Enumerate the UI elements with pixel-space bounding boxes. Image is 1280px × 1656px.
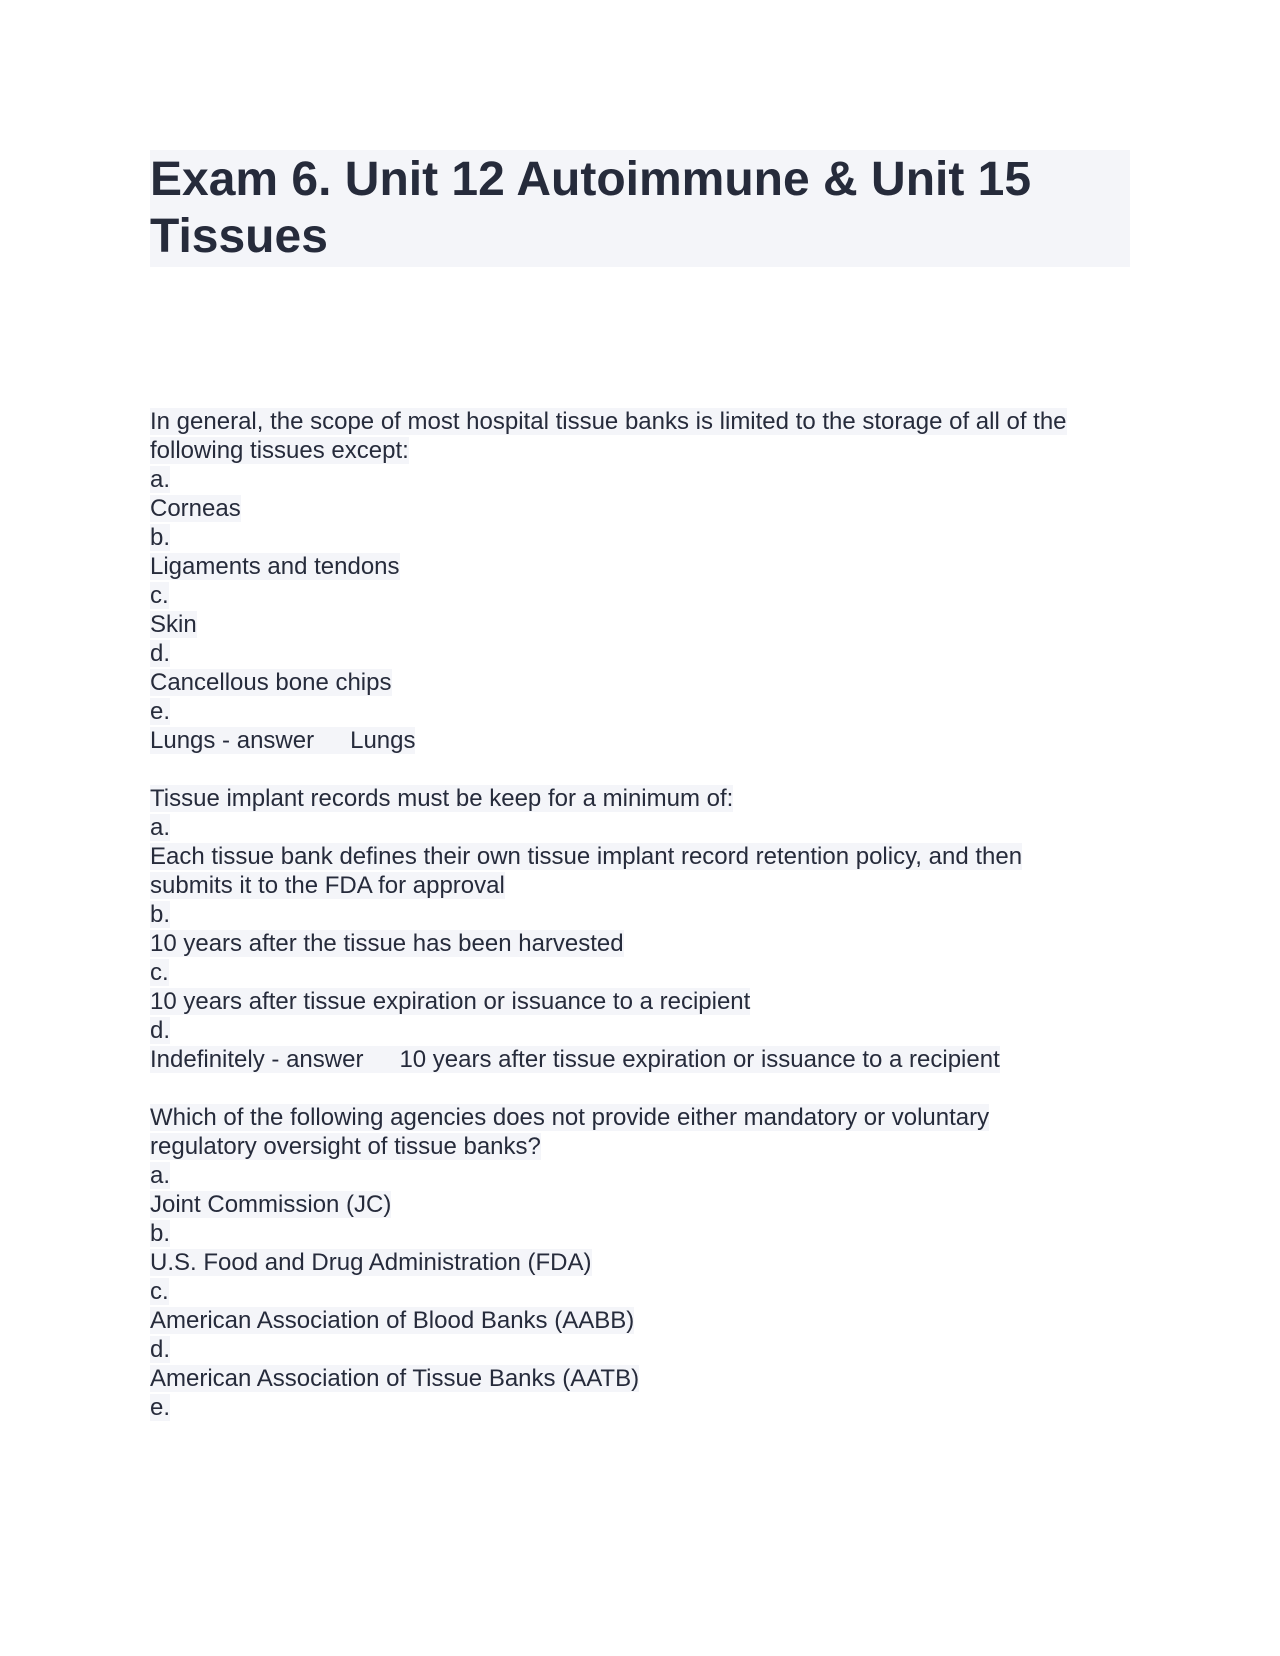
option-text: American Association of Tissue Banks (AATB) — [150, 1365, 640, 1392]
answer-text: Lungs — [350, 727, 416, 754]
question-prompt-line: Tissue implant records must be keep for a minimum of: — [150, 785, 734, 812]
question-prompt-line: In general, the scope of most hospital tissue banks is limited to the storage of all of the — [150, 408, 1067, 435]
option-letter: a. — [150, 466, 171, 493]
option-letter: b. — [150, 1220, 171, 1247]
question-list — [150, 407, 1130, 1422]
question-prompt-line: following tissues except: — [150, 437, 409, 464]
option-text: submits it to the FDA for approval — [150, 872, 505, 899]
option-letter: b. — [150, 901, 171, 928]
option-letter: e. — [150, 698, 171, 725]
option-text: American Association of Blood Banks (AABB) — [150, 1307, 635, 1334]
option-letter: d. — [150, 1336, 171, 1363]
page-title: Exam 6. Unit 12 Autoimmune & Unit 15 Tissues — [150, 153, 1032, 263]
option-text: Joint Commission (JC) — [150, 1191, 392, 1218]
option-letter: c. — [150, 959, 169, 986]
option-text: Lungs - answer — [150, 727, 315, 754]
option-letter: a. — [150, 814, 171, 841]
title-block — [150, 150, 1130, 267]
option-letter: a. — [150, 1162, 171, 1189]
option-letter: d. — [150, 640, 171, 667]
option-text: Indefinitely - answer — [150, 1046, 364, 1073]
option-letter: c. — [150, 582, 169, 609]
option-letter: c. — [150, 1278, 169, 1305]
option-letter: e. — [150, 1394, 171, 1421]
option-letter: d. — [150, 1017, 171, 1044]
option-text: Skin — [150, 611, 197, 638]
option-text: Cancellous bone chips — [150, 669, 392, 696]
question-1 — [150, 407, 1130, 755]
question-prompt-line: Which of the following agencies does not provide either mandatory or voluntary — [150, 1104, 990, 1131]
option-text: 10 years after the tissue has been harvested — [150, 930, 624, 957]
answer-text: 10 years after tissue expiration or issuance to a recipient — [399, 1046, 1000, 1073]
document-page — [150, 150, 1130, 1451]
option-text: U.S. Food and Drug Administration (FDA) — [150, 1249, 592, 1276]
option-text: Corneas — [150, 495, 241, 522]
option-letter: b. — [150, 524, 171, 551]
question-prompt-line: regulatory oversight of tissue banks? — [150, 1133, 541, 1160]
option-text: Ligaments and tendons — [150, 553, 400, 580]
question-3 — [150, 1103, 1130, 1422]
question-2 — [150, 784, 1130, 1074]
option-text: 10 years after tissue expiration or issuance to a recipient — [150, 988, 751, 1015]
option-text: Each tissue bank defines their own tissue implant record retention policy, and then — [150, 843, 1023, 870]
